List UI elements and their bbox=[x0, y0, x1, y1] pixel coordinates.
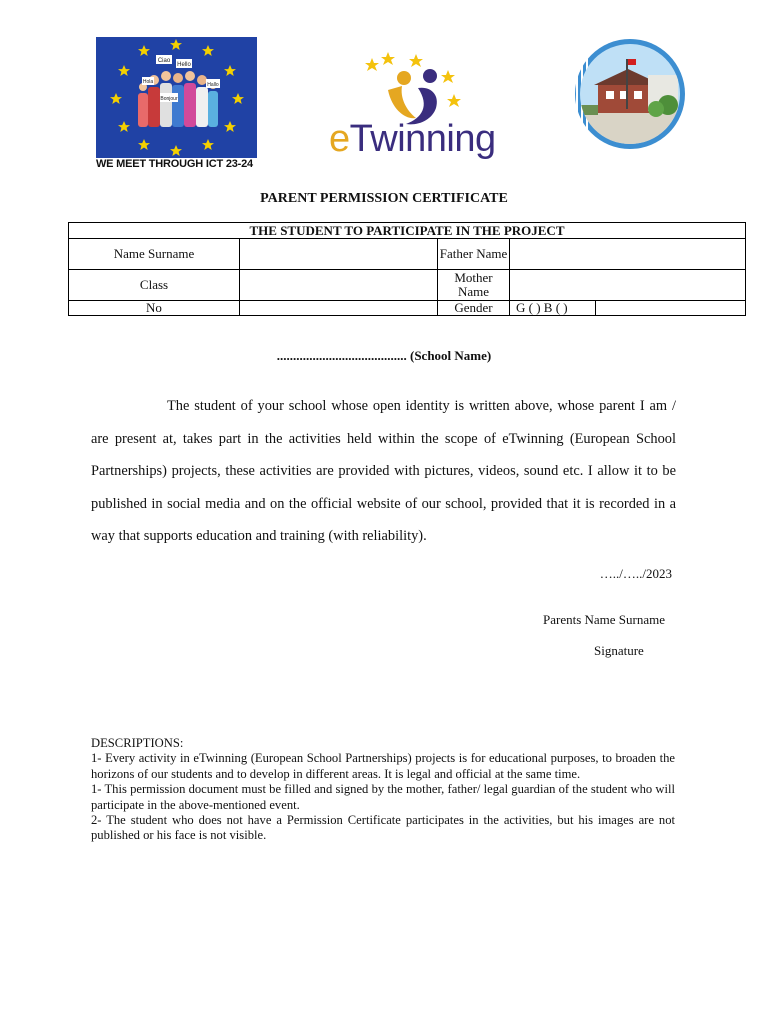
father-name-label: Father Name bbox=[438, 239, 510, 270]
mother-name-field[interactable] bbox=[510, 270, 746, 301]
description-item: 1- This permission document must be filled and signed by the mother, father/ legal guardian of the student who will participate in the above-mentioned event. bbox=[91, 782, 675, 812]
svg-text:Hallo: Hallo bbox=[207, 82, 219, 88]
eu-project-banner bbox=[96, 37, 257, 158]
class-field[interactable] bbox=[240, 270, 438, 301]
table-row bbox=[69, 270, 746, 301]
description-item: 1- Every activity in eTwinning (European School Partnerships) projects is for educational purposes, to broaden the horizons of our students and to develop in different areas. It is legal and official at the same time. bbox=[91, 751, 675, 781]
signature-label: Signature bbox=[594, 643, 644, 658]
etwinning-wordmark-e: e bbox=[329, 118, 350, 160]
no-label: No bbox=[69, 301, 240, 316]
student-info-table bbox=[68, 222, 746, 316]
descriptions-section bbox=[91, 736, 675, 844]
name-surname-field[interactable] bbox=[240, 239, 438, 270]
eu-flag-children-image bbox=[96, 37, 257, 158]
description-item: 2- The student who does not have a Permission Certificate participates in the activities, but his images are not published or his face is not visible. bbox=[91, 813, 675, 843]
descriptions-title: DESCRIPTIONS: bbox=[91, 736, 184, 750]
svg-text:Bonjour: Bonjour bbox=[160, 96, 178, 102]
name-surname-label: Name Surname bbox=[69, 239, 240, 270]
date-field[interactable]: …../…../2023 bbox=[599, 566, 672, 581]
mother-name-label: Mother Name bbox=[438, 270, 510, 301]
school-name-line: ........................................ (School Name) bbox=[276, 348, 492, 363]
document-title: PARENT PERMISSION CERTIFICATE bbox=[260, 191, 508, 206]
svg-text:Hola: Hola bbox=[142, 79, 154, 85]
etwinning-emblem-icon bbox=[365, 52, 461, 124]
etwinning-wordmark-rest: Twinning bbox=[349, 118, 496, 160]
parents-name-surname-label: Parents Name Surname bbox=[543, 612, 666, 627]
table-header: THE STUDENT TO PARTICIPATE IN THE PROJECT bbox=[69, 223, 746, 239]
gender-cell bbox=[510, 301, 746, 316]
father-name-field[interactable] bbox=[510, 239, 746, 270]
svg-text:Hello: Hello bbox=[177, 62, 191, 68]
class-label: Class bbox=[69, 270, 240, 301]
permission-text: The student of your school whose open identity is written above, whose parent I am / are present at, takes part in the activities held within the scope of eTwinning (European School Partnerships) projects, these activities are provided with pictures, videos, sound etc. I allow it to be published in social media and on the official website of our school, provided that it is recorded in a way that supports education and training (with reliability). bbox=[91, 398, 676, 545]
banner-caption: WE MEET THROUGH ICT 23-24 bbox=[96, 158, 253, 170]
permission-paragraph bbox=[91, 390, 676, 553]
table-header-row bbox=[69, 223, 746, 239]
etwinning-wordmark bbox=[329, 118, 496, 161]
school-building-photo bbox=[568, 39, 687, 149]
svg-text:Ciao: Ciao bbox=[157, 58, 171, 64]
table-row bbox=[69, 239, 746, 270]
table-row bbox=[69, 301, 746, 316]
gender-label: Gender bbox=[438, 301, 510, 316]
no-field[interactable] bbox=[240, 301, 438, 316]
gender-options[interactable]: G ( ) B ( ) bbox=[510, 301, 596, 315]
